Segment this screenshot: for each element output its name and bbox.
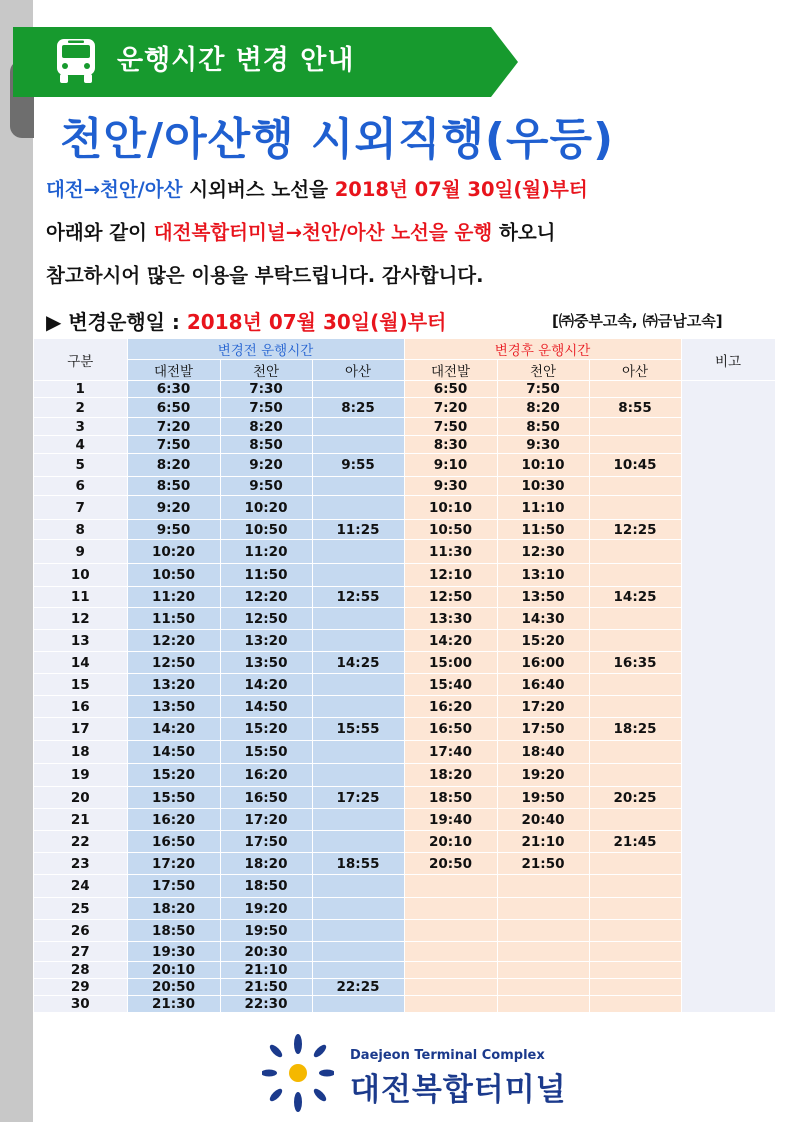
cell-before-asan [312, 436, 404, 454]
cell-after-cheonan [497, 875, 589, 898]
cell-before-cheonan: 21:50 [220, 979, 312, 996]
cell-after-cheonan: 16:40 [497, 674, 589, 696]
cell-after-asan [589, 979, 681, 996]
cell-no: 3 [34, 418, 127, 436]
cell-after-asan [589, 764, 681, 787]
cell-before-daejeon: 16:50 [127, 831, 220, 853]
cell-before-asan [312, 741, 404, 764]
cell-after-cheonan: 19:20 [497, 764, 589, 787]
cell-before-asan [312, 564, 404, 587]
cell-no: 7 [34, 496, 127, 520]
operator-companies: [㈜중부고속, ㈜금남고속] [552, 312, 723, 330]
cell-no: 21 [34, 809, 127, 831]
cell-no: 1 [34, 381, 127, 398]
cell-no: 8 [34, 520, 127, 540]
cell-before-cheonan: 16:50 [220, 787, 312, 809]
cell-after-cheonan: 17:20 [497, 696, 589, 718]
cell-after-asan [589, 875, 681, 898]
header-before-daejeon: 대전발 [127, 360, 220, 381]
cell-after-daejeon: 7:50 [404, 418, 497, 436]
cell-before-cheonan: 9:50 [220, 477, 312, 496]
cell-before-cheonan: 19:50 [220, 920, 312, 942]
cell-after-asan [589, 920, 681, 942]
table-row [34, 418, 775, 436]
cell-after-cheonan [497, 920, 589, 942]
cell-before-daejeon: 21:30 [127, 996, 220, 1013]
cell-no: 23 [34, 853, 127, 875]
cell-before-asan [312, 764, 404, 787]
cell-before-daejeon: 6:50 [127, 398, 220, 418]
cell-after-asan [589, 996, 681, 1013]
cell-before-asan: 18:55 [312, 853, 404, 875]
logo-korean: 대전복합터미널 [350, 1072, 567, 1108]
table-row [34, 996, 775, 1013]
cell-after-cheonan: 17:50 [497, 718, 589, 741]
cell-after-asan: 18:25 [589, 718, 681, 741]
cell-before-asan [312, 875, 404, 898]
table-row [34, 696, 775, 718]
cell-before-daejeon: 17:50 [127, 875, 220, 898]
cell-no: 20 [34, 787, 127, 809]
cell-after-daejeon: 8:30 [404, 436, 497, 454]
cell-no: 2 [34, 398, 127, 418]
cell-before-daejeon: 17:20 [127, 853, 220, 875]
cell-before-cheonan: 12:50 [220, 608, 312, 630]
cell-before-daejeon: 16:20 [127, 809, 220, 831]
cell-after-daejeon: 19:40 [404, 809, 497, 831]
cell-after-cheonan [497, 996, 589, 1013]
cell-after-asan [589, 898, 681, 920]
cell-after-cheonan [497, 962, 589, 979]
cell-before-cheonan: 8:50 [220, 436, 312, 454]
cell-before-asan: 22:25 [312, 979, 404, 996]
cell-before-daejeon: 7:50 [127, 436, 220, 454]
cell-before-daejeon: 12:20 [127, 630, 220, 652]
cell-after-asan: 12:25 [589, 520, 681, 540]
cell-after-daejeon [404, 920, 497, 942]
cell-before-cheonan: 15:20 [220, 718, 312, 741]
cell-before-daejeon: 15:50 [127, 787, 220, 809]
cell-after-cheonan: 18:40 [497, 741, 589, 764]
change-label: 변경운행일 : [68, 310, 187, 334]
cell-before-cheonan: 13:20 [220, 630, 312, 652]
table-row [34, 674, 775, 696]
table-row [34, 741, 775, 764]
cell-after-asan [589, 674, 681, 696]
cell-after-asan [589, 477, 681, 496]
cell-after-daejeon: 15:00 [404, 652, 497, 674]
cell-before-daejeon: 14:50 [127, 741, 220, 764]
header-after: 변경후 운행시간 [404, 339, 681, 360]
cell-before-cheonan: 10:50 [220, 520, 312, 540]
cell-before-daejeon: 13:20 [127, 674, 220, 696]
cell-after-asan [589, 962, 681, 979]
cell-no: 26 [34, 920, 127, 942]
cell-after-daejeon: 14:20 [404, 630, 497, 652]
cell-after-cheonan: 20:40 [497, 809, 589, 831]
table-row [34, 540, 775, 564]
cell-no: 5 [34, 454, 127, 477]
intro-line-2 [46, 217, 556, 245]
cell-before-cheonan: 12:20 [220, 587, 312, 608]
cell-after-asan: 14:25 [589, 587, 681, 608]
table-row [34, 564, 775, 587]
table-row [34, 831, 775, 853]
cell-after-daejeon: 12:10 [404, 564, 497, 587]
cell-before-daejeon: 10:20 [127, 540, 220, 564]
cell-after-cheonan [497, 979, 589, 996]
intro-post: 하오니 [492, 221, 556, 244]
cell-before-asan [312, 831, 404, 853]
cell-before-cheonan: 11:20 [220, 540, 312, 564]
cell-no: 14 [34, 652, 127, 674]
cell-after-daejeon: 7:20 [404, 398, 497, 418]
table-row [34, 920, 775, 942]
logo-english: Daejeon Terminal Complex [350, 1048, 545, 1063]
cell-after-daejeon [404, 979, 497, 996]
cell-before-cheonan: 22:30 [220, 996, 312, 1013]
cell-no: 19 [34, 764, 127, 787]
cell-after-asan: 16:35 [589, 652, 681, 674]
header-note: 비고 [681, 339, 775, 381]
cell-after-daejeon [404, 942, 497, 962]
cell-before-daejeon: 20:50 [127, 979, 220, 996]
cell-after-cheonan: 7:50 [497, 381, 589, 398]
cell-after-daejeon: 17:40 [404, 741, 497, 764]
table-row [34, 764, 775, 787]
cell-before-cheonan: 18:20 [220, 853, 312, 875]
cell-after-daejeon: 16:20 [404, 696, 497, 718]
cell-before-cheonan: 14:50 [220, 696, 312, 718]
cell-after-asan: 8:55 [589, 398, 681, 418]
cell-before-cheonan: 18:50 [220, 875, 312, 898]
table-row [34, 398, 775, 418]
cell-after-cheonan: 15:20 [497, 630, 589, 652]
cell-no: 9 [34, 540, 127, 564]
cell-before-cheonan: 16:20 [220, 764, 312, 787]
table-row [34, 979, 775, 996]
cell-after-cheonan: 14:30 [497, 608, 589, 630]
cell-after-asan [589, 809, 681, 831]
cell-before-asan [312, 674, 404, 696]
cell-before-asan: 14:25 [312, 652, 404, 674]
cell-after-asan: 21:45 [589, 831, 681, 853]
change-date-line [46, 306, 446, 335]
cell-before-asan [312, 696, 404, 718]
cell-before-cheonan: 9:20 [220, 454, 312, 477]
cell-no: 22 [34, 831, 127, 853]
table-row [34, 587, 775, 608]
cell-before-daejeon: 20:10 [127, 962, 220, 979]
cell-before-asan [312, 608, 404, 630]
cell-before-asan: 8:25 [312, 398, 404, 418]
cell-after-daejeon: 10:10 [404, 496, 497, 520]
cell-after-cheonan: 21:50 [497, 853, 589, 875]
cell-after-asan [589, 540, 681, 564]
cell-before-daejeon: 10:50 [127, 564, 220, 587]
cell-no: 16 [34, 696, 127, 718]
cell-after-cheonan: 19:50 [497, 787, 589, 809]
table-row [34, 496, 775, 520]
cell-after-asan [589, 418, 681, 436]
cell-no: 4 [34, 436, 127, 454]
cell-after-daejeon: 9:10 [404, 454, 497, 477]
cell-after-asan: 20:25 [589, 787, 681, 809]
timetable-body [34, 381, 775, 1013]
cell-after-cheonan: 21:10 [497, 831, 589, 853]
intro-pre: 아래와 같이 [46, 221, 154, 244]
table-row [34, 875, 775, 898]
cell-after-cheonan: 13:50 [497, 587, 589, 608]
cell-after-asan [589, 608, 681, 630]
intro-mid: 시외버스 노선을 [182, 178, 335, 201]
cell-before-asan [312, 496, 404, 520]
cell-before-cheonan: 13:50 [220, 652, 312, 674]
cell-before-cheonan: 15:50 [220, 741, 312, 764]
cell-before-cheonan: 20:30 [220, 942, 312, 962]
cell-before-daejeon: 6:30 [127, 381, 220, 398]
cell-after-daejeon [404, 962, 497, 979]
cell-after-cheonan [497, 898, 589, 920]
cell-before-daejeon: 15:20 [127, 764, 220, 787]
cell-before-daejeon: 14:20 [127, 718, 220, 741]
cell-no: 17 [34, 718, 127, 741]
table-row [34, 652, 775, 674]
table-row [34, 809, 775, 831]
cell-after-cheonan: 10:30 [497, 477, 589, 496]
cell-before-cheonan: 21:10 [220, 962, 312, 979]
cell-before-asan [312, 809, 404, 831]
intro-route: 대전→천안/아산 [46, 178, 183, 201]
table-row [34, 787, 775, 809]
header-after-cheonan: 천안 [497, 360, 589, 381]
cell-before-cheonan: 7:30 [220, 381, 312, 398]
table-row [34, 608, 775, 630]
cell-before-asan [312, 630, 404, 652]
table-row [34, 381, 775, 398]
cell-before-daejeon: 12:50 [127, 652, 220, 674]
cell-before-asan [312, 942, 404, 962]
cell-after-asan [589, 741, 681, 764]
header-after-asan: 아산 [589, 360, 681, 381]
cell-after-daejeon: 20:50 [404, 853, 497, 875]
cell-after-asan: 10:45 [589, 454, 681, 477]
table-row [34, 477, 775, 496]
cell-after-cheonan: 11:50 [497, 520, 589, 540]
cell-after-cheonan: 13:10 [497, 564, 589, 587]
cell-before-cheonan: 8:20 [220, 418, 312, 436]
cell-before-cheonan: 11:50 [220, 564, 312, 587]
cell-before-daejeon: 11:50 [127, 608, 220, 630]
table-row [34, 898, 775, 920]
bus-icon [52, 36, 100, 86]
cell-after-cheonan: 11:10 [497, 496, 589, 520]
banner-title: 운행시간 변경 안내 [117, 45, 355, 76]
cell-no: 12 [34, 608, 127, 630]
intro-date: 2018년 07월 30일(월)부터 [334, 178, 588, 201]
cell-after-daejeon: 20:10 [404, 831, 497, 853]
cell-before-asan: 15:55 [312, 718, 404, 741]
cell-after-daejeon: 18:50 [404, 787, 497, 809]
header-before-asan: 아산 [312, 360, 404, 381]
cell-no: 30 [34, 996, 127, 1013]
cell-after-asan [589, 942, 681, 962]
header-before-cheonan: 천안 [220, 360, 312, 381]
cell-before-asan [312, 898, 404, 920]
cell-before-daejeon: 13:50 [127, 696, 220, 718]
cell-after-cheonan: 10:10 [497, 454, 589, 477]
cell-no: 11 [34, 587, 127, 608]
cell-after-cheonan: 12:30 [497, 540, 589, 564]
cell-before-asan: 11:25 [312, 520, 404, 540]
cell-before-asan: 9:55 [312, 454, 404, 477]
cell-before-daejeon: 11:20 [127, 587, 220, 608]
cell-before-cheonan: 17:20 [220, 809, 312, 831]
cell-before-asan [312, 540, 404, 564]
cell-no: 6 [34, 477, 127, 496]
header-before: 변경전 운행시간 [127, 339, 404, 360]
change-date: 2018년 07월 30일(월)부터 [186, 310, 447, 334]
table-row [34, 436, 775, 454]
cell-after-cheonan: 8:20 [497, 398, 589, 418]
header-gubun: 구분 [34, 339, 127, 381]
cell-after-asan [589, 696, 681, 718]
intro-line-3: 참고하시어 많은 이용을 부탁드립니다. 감사합니다. [46, 264, 484, 287]
cell-no: 10 [34, 564, 127, 587]
cell-after-asan [589, 496, 681, 520]
cell-before-daejeon: 9:20 [127, 496, 220, 520]
cell-before-daejeon: 18:50 [127, 920, 220, 942]
cell-before-asan [312, 996, 404, 1013]
cell-no: 15 [34, 674, 127, 696]
cell-after-cheonan: 16:00 [497, 652, 589, 674]
table-row [34, 454, 775, 477]
cell-no: 27 [34, 942, 127, 962]
cell-after-daejeon: 18:20 [404, 764, 497, 787]
timetable [34, 339, 776, 1013]
table-row [34, 718, 775, 741]
cell-no: 24 [34, 875, 127, 898]
cell-after-daejeon: 11:30 [404, 540, 497, 564]
cell-after-daejeon: 12:50 [404, 587, 497, 608]
cell-after-cheonan: 9:30 [497, 436, 589, 454]
cell-after-daejeon: 16:50 [404, 718, 497, 741]
cell-before-daejeon: 9:50 [127, 520, 220, 540]
cell-no: 25 [34, 898, 127, 920]
cell-after-daejeon: 6:50 [404, 381, 497, 398]
cell-before-asan [312, 920, 404, 942]
cell-before-cheonan: 19:20 [220, 898, 312, 920]
cell-before-asan [312, 418, 404, 436]
intro-route-2: 대전복합터미널→천안/아산 노선을 운행 [153, 221, 493, 244]
table-row [34, 520, 775, 540]
cell-after-asan [589, 630, 681, 652]
cell-after-cheonan [497, 942, 589, 962]
cell-no: 13 [34, 630, 127, 652]
cell-before-cheonan: 10:20 [220, 496, 312, 520]
sun-logo-icon [262, 1034, 334, 1112]
header-after-daejeon: 대전발 [404, 360, 497, 381]
cell-after-cheonan: 8:50 [497, 418, 589, 436]
cell-before-cheonan: 7:50 [220, 398, 312, 418]
cell-before-cheonan: 17:50 [220, 831, 312, 853]
cell-before-asan [312, 477, 404, 496]
cell-before-asan [312, 962, 404, 979]
left-margin-bar [0, 0, 33, 1122]
table-row [34, 630, 775, 652]
intro-line-1 [46, 174, 588, 202]
cell-after-daejeon [404, 875, 497, 898]
table-row [34, 962, 775, 979]
cell-after-asan [589, 436, 681, 454]
cell-after-daejeon: 9:30 [404, 477, 497, 496]
cell-after-daejeon: 10:50 [404, 520, 497, 540]
cell-after-daejeon: 15:40 [404, 674, 497, 696]
cell-after-daejeon [404, 996, 497, 1013]
cell-before-daejeon: 7:20 [127, 418, 220, 436]
page-title: 천안/아산행 시외직행(우등) [60, 114, 615, 165]
cell-after-asan [589, 853, 681, 875]
cell-no: 28 [34, 962, 127, 979]
table-row [34, 942, 775, 962]
cell-after-asan [589, 381, 681, 398]
cell-after-asan [589, 564, 681, 587]
cell-before-daejeon: 8:50 [127, 477, 220, 496]
cell-after-daejeon: 13:30 [404, 608, 497, 630]
cell-before-asan: 12:55 [312, 587, 404, 608]
cell-after-daejeon [404, 898, 497, 920]
cell-before-cheonan: 14:20 [220, 674, 312, 696]
table-row [34, 853, 775, 875]
cell-before-daejeon: 18:20 [127, 898, 220, 920]
arrow-icon: ▶ [46, 310, 62, 334]
cell-note [681, 381, 775, 1013]
cell-before-asan: 17:25 [312, 787, 404, 809]
cell-no: 29 [34, 979, 127, 996]
cell-no: 18 [34, 741, 127, 764]
cell-before-asan [312, 381, 404, 398]
cell-before-daejeon: 8:20 [127, 454, 220, 477]
cell-before-daejeon: 19:30 [127, 942, 220, 962]
